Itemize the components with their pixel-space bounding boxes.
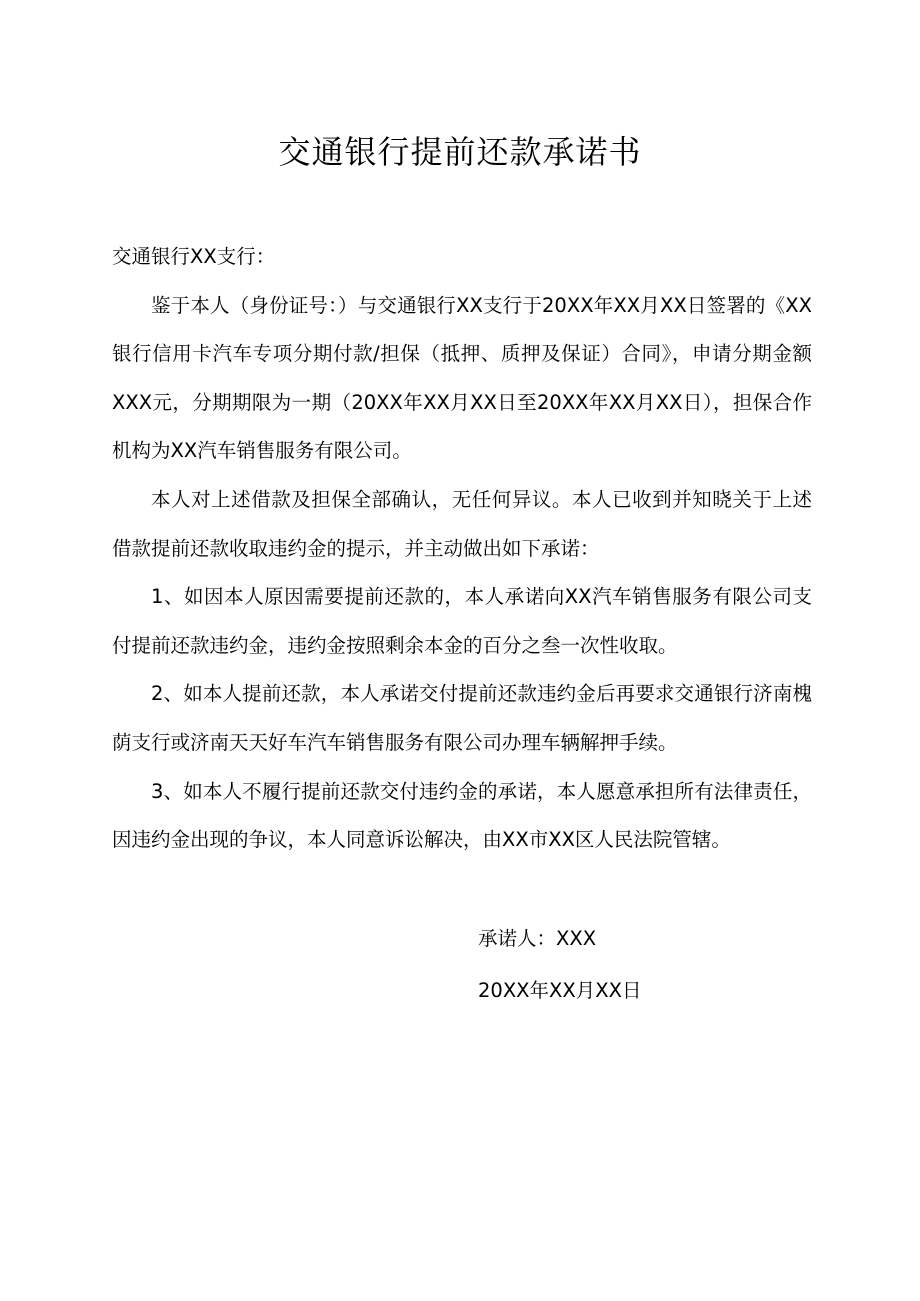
salutation: 交通银行XX支行： (112, 245, 276, 268)
document-title: 交通银行提前还款承诺书 (278, 133, 642, 171)
signature-block (478, 913, 818, 1017)
signatory-line: 承诺人：XXX (478, 927, 597, 950)
paragraph-promise-2: 2、如本人提前还款，本人承诺交付提前还款违约金后再要求交通银行济南槐荫支行或济南天天好车汽车销售服务有限公司办理车辆解押手续。 (112, 682, 812, 754)
paragraph-promise-3: 3、如本人不履行提前还款交付违约金的承诺，本人愿意承担所有法律责任，因违约金出现的争议，本人同意诉讼解决，由XX市XX区人民法院管辖。 (112, 779, 812, 852)
paragraph-promise-1: 1、如因本人原因需要提前还款的，本人承诺向XX汽车销售服务有限公司支付提前还款违约金，违约金按照剩余本金的百分之叁一次性收取。 (112, 585, 812, 657)
paragraph-declaration: 鉴于本人（身份证号：）与交通银行XX支行于20XX年XX月XX日签署的《XX银行信用卡汽车专项分期付款/担保（抵押、质押及保证）合同》，申请分期金额XXX元，分期期限为一期（20XX年XX月XX日至20XX年XX月XX日），担保合作机构为XX汽车销售服务有限公司。 (112, 293, 812, 463)
date-line: 20XX年XX月XX日 (478, 979, 642, 1002)
document-body (112, 233, 812, 865)
paragraph-confirmation: 本人对上述借款及担保全部确认，无任何异议。本人已收到并知晓关于上述借款提前还款收取违约金的提示，并主动做出如下承诺： (112, 487, 812, 560)
